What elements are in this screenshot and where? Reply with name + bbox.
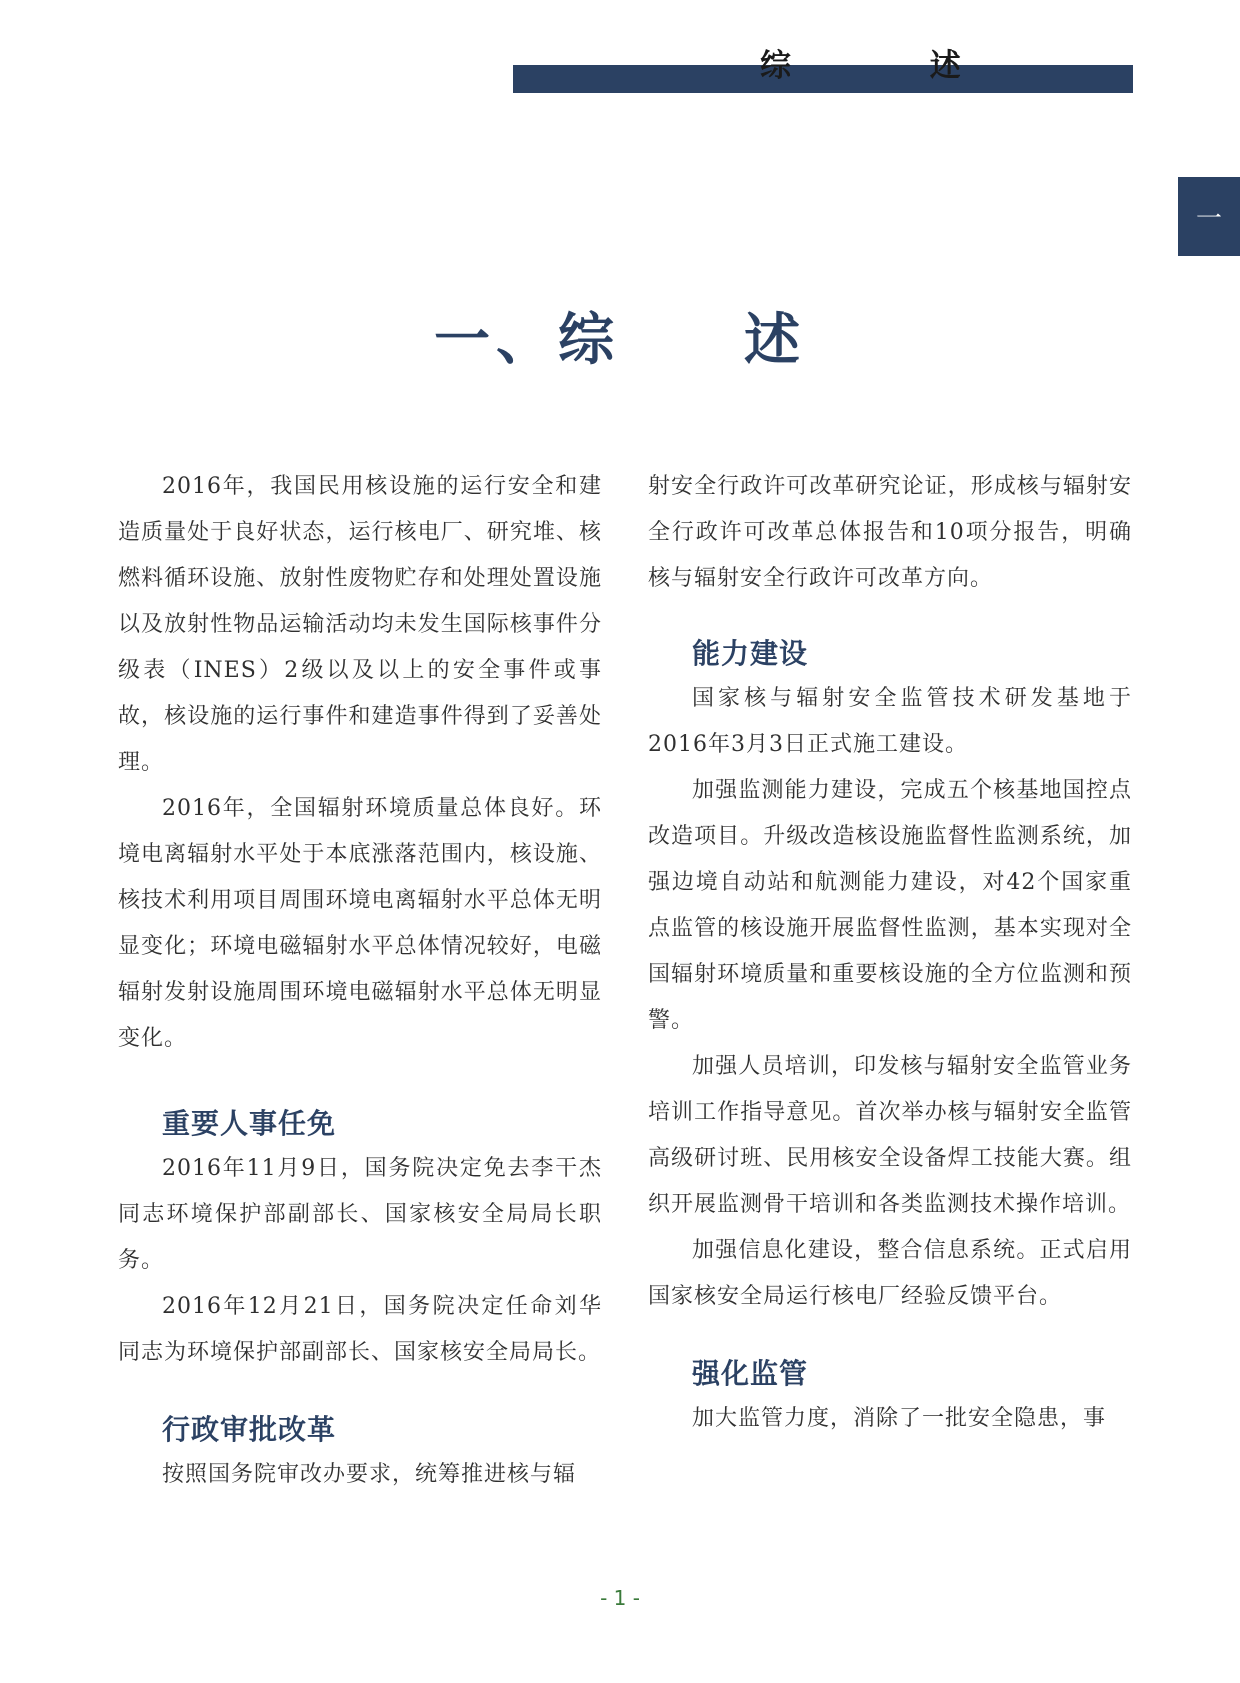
paragraph-continued: 射安全行政许可改革研究论证，形成核与辐射安全行政许可改革总体报告和10项分报告，明确核与辐射安全行政许可改革方向。 [648,474,1132,591]
chapter-side-tab [1178,177,1240,256]
paragraph: 加大监管力度，消除了一批安全隐患，事 [692,1406,1107,1431]
chapter-side-tab-label: 一 [1195,204,1222,234]
paragraph: 按照国务院审改办要求，统筹推进核与辐 [162,1462,577,1487]
right-column [648,464,1132,1442]
section-heading-supervision: 强化监管 [692,1357,809,1390]
paragraph: 加强信息化建设，整合信息系统。正式启用国家核安全局运行核电厂经验反馈平台。 [648,1238,1132,1309]
running-header-title: 综 述 [760,48,1025,84]
paragraph: 加强人员培训，印发核与辐射安全监管业务培训工作指导意见。首次举办核与辐射安全监管高级研讨班、民用核安全设备焊工技能大赛。组织开展监测骨干培训和各类监测技术操作培训。 [648,1054,1132,1217]
left-column [118,464,602,1498]
paragraph: 2016年12月21日，国务院决定任命刘华同志为环境保护部副部长、国家核安全局局长。 [118,1294,602,1365]
paragraph: 加强监测能力建设，完成五个核基地国控点改造项目。升级改造核设施监督性监测系统，加强边境自动站和航测能力建设，对42个国家重点监管的核设施开展监督性监测，基本实现对全国辐射环境质量和重要核设施的全方位监测和预警。 [648,778,1132,1033]
paragraph: 2016年，全国辐射环境质量总体良好。环境电离辐射水平处于本底涨落范围内，核设施、核技术利用项目周围环境电离辐射水平总体无明显变化；环境电磁辐射水平总体情况较好，电磁辐射发射设施周围环境电磁辐射水平总体无明显变化。 [118,796,602,1051]
paragraph: 2016年11月9日，国务院决定免去李干杰同志环境保护部副部长、国家核安全局局长职务。 [118,1156,602,1273]
section-heading-personnel: 重要人事任免 [162,1107,337,1140]
paragraph: 2016年，我国民用核设施的运行安全和建造质量处于良好状态，运行核电厂、研究堆、核燃料循环设施、放射性废物贮存和处理处置设施以及放射性物品运输活动均未发生国际核事件分级表（INES）2级以及以上的安全事件或事故，核设施的运行事件和建造事件得到了妥善处理。 [118,474,602,775]
paragraph: 国家核与辐射安全监管技术研发基地于2016年3月3日正式施工建设。 [648,686,1132,757]
chapter-title: 一、综 述 [434,307,806,373]
section-heading-capacity: 能力建设 [692,637,809,670]
section-heading-reform: 行政审批改革 [162,1413,337,1446]
page-number: - 1 - [600,1586,640,1610]
